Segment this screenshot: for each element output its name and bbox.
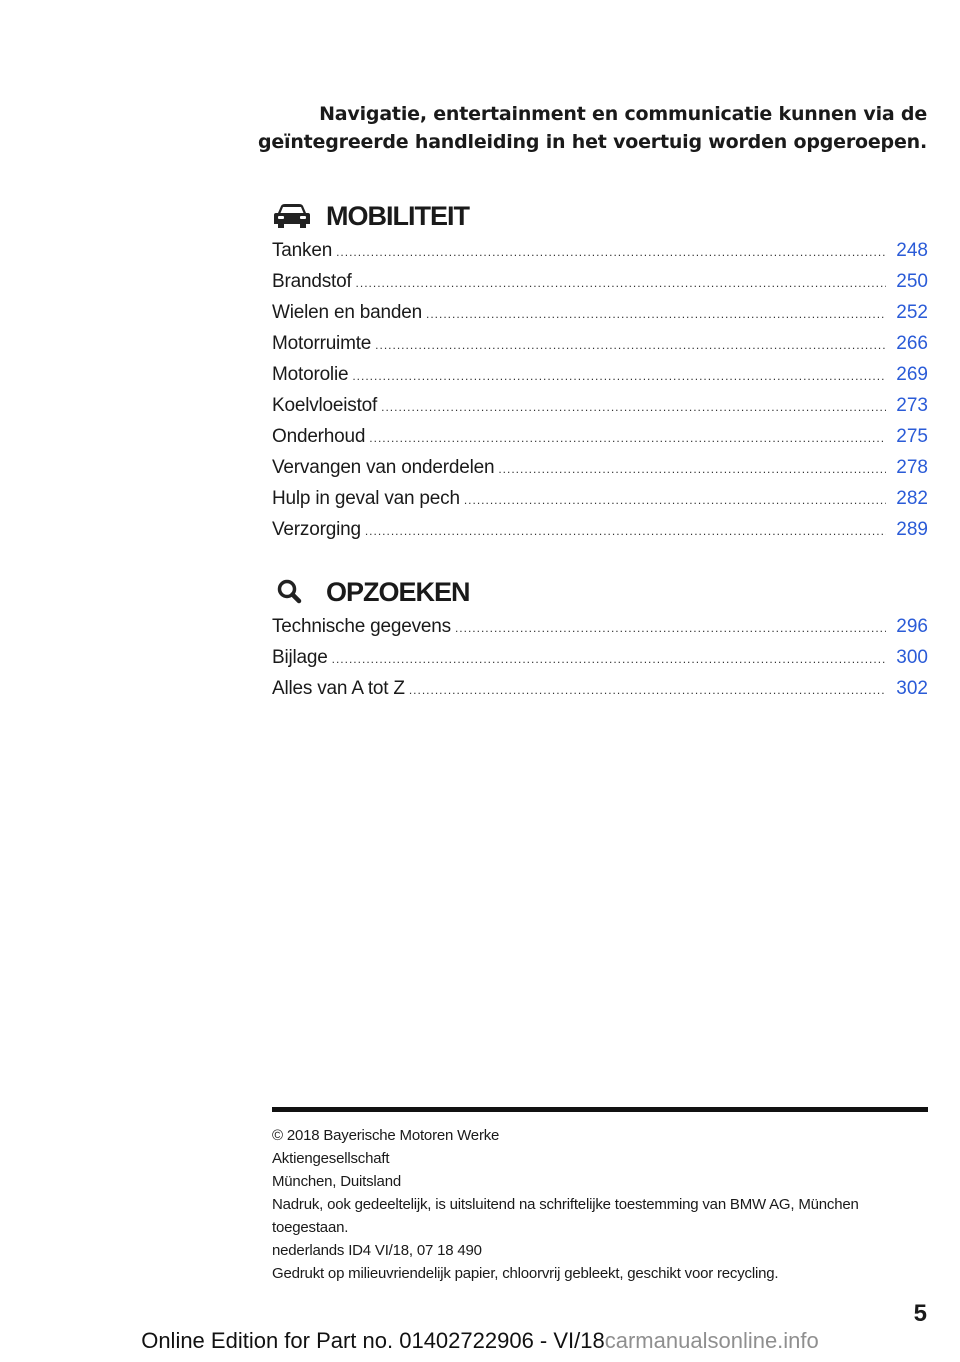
toc-label: Motorolie xyxy=(272,364,349,385)
toc-entry-technische-gegevens[interactable] xyxy=(272,616,928,647)
toc-page-link[interactable]: 250 xyxy=(896,271,928,292)
toc-entry-vervangen-van-onderdelen[interactable] xyxy=(272,457,928,488)
toc-page-link[interactable]: 252 xyxy=(896,302,928,323)
toc-entry-brandstof[interactable] xyxy=(272,271,928,302)
imprint-divider xyxy=(272,1107,928,1112)
manual-notice xyxy=(227,100,927,156)
leader-dots xyxy=(332,652,886,666)
toc-page-link[interactable]: 266 xyxy=(896,333,928,354)
toc-entry-wielen-en-banden[interactable] xyxy=(272,302,928,333)
section-title: OPZOEKEN xyxy=(326,576,470,607)
toc-label: Verzorging xyxy=(272,519,361,540)
footer-watermark: carmanualsonline.info xyxy=(604,1328,819,1353)
toc-label: Bijlage xyxy=(272,647,328,668)
leader-dots xyxy=(375,338,886,352)
toc-page-link[interactable]: 269 xyxy=(896,364,928,385)
leader-dots xyxy=(365,524,886,538)
toc-list-mobiliteit xyxy=(272,240,928,550)
online-edition-footer xyxy=(0,1328,960,1354)
section-heading-mobiliteit xyxy=(272,196,928,236)
leader-dots xyxy=(356,276,886,290)
toc-label: Motorruimte xyxy=(272,333,372,354)
imprint-copyright: © 2018 Bayerische Motoren Werke xyxy=(272,1127,500,1144)
toc-label: Alles van A tot Z xyxy=(272,678,405,699)
toc-page-link[interactable]: 278 xyxy=(896,457,928,478)
toc-entry-motorruimte[interactable] xyxy=(272,333,928,364)
car-icon xyxy=(272,196,316,236)
leader-dots xyxy=(409,683,886,697)
toc-label: Tanken xyxy=(272,240,333,261)
toc-label: Vervangen van onderdelen xyxy=(272,457,495,478)
leader-dots xyxy=(352,369,886,383)
section-heading-opzoeken xyxy=(272,572,928,612)
notice-line-1: Navigatie, entertainment en communicatie kunnen via de xyxy=(319,103,927,125)
toc-label: Koelvloeistof xyxy=(272,395,378,416)
toc-entry-bijlage[interactable] xyxy=(272,647,928,678)
toc-page-link[interactable]: 248 xyxy=(896,240,928,261)
page-number: 5 xyxy=(913,1300,927,1327)
leader-dots xyxy=(336,245,886,259)
toc-entry-tanken[interactable] xyxy=(272,240,928,271)
magnifier-icon xyxy=(272,572,316,612)
notice-line-2: geïntegreerde handleiding in het voertuig worden opgeroepen. xyxy=(257,131,927,153)
toc-label: Onderhoud xyxy=(272,426,366,447)
toc-label: Technische gegevens xyxy=(272,616,451,637)
toc-entry-onderhoud[interactable] xyxy=(272,426,928,457)
imprint-reprint-notice: Nadruk, ook gedeeltelijk, is uitsluitend na schriftelijke toestemming van BMW AG, München toegestaan. xyxy=(272,1196,859,1236)
toc-label: Wielen en banden xyxy=(272,302,422,323)
toc-entry-hulp-in-geval-van-pech[interactable] xyxy=(272,488,928,519)
leader-dots xyxy=(426,307,886,321)
footer-part-number: Online Edition for Part no. 01402722906 - VI/18 xyxy=(141,1328,605,1353)
leader-dots xyxy=(369,431,886,445)
toc-label: Hulp in geval van pech xyxy=(272,488,460,509)
imprint-edition: nederlands ID4 VI/18, 07 18 490 xyxy=(272,1242,482,1259)
toc-entry-motorolie[interactable] xyxy=(272,364,928,395)
leader-dots xyxy=(381,400,886,414)
toc-page-link[interactable]: 296 xyxy=(896,616,928,637)
toc-page-link[interactable]: 282 xyxy=(896,488,928,509)
section-title: MOBILITEIT xyxy=(326,200,469,231)
toc-page-link[interactable]: 302 xyxy=(896,678,928,699)
imprint-block xyxy=(272,1124,922,1285)
toc-entry-verzorging[interactable] xyxy=(272,519,928,550)
toc-page-link[interactable]: 300 xyxy=(896,647,928,668)
toc-list-opzoeken xyxy=(272,616,928,709)
toc-page-link[interactable]: 273 xyxy=(896,395,928,416)
imprint-paper-notice: Gedrukt op milieuvriendelijk papier, chloorvrij gebleekt, geschikt voor recycling. xyxy=(272,1265,779,1282)
toc-entry-koelvloeistof[interactable] xyxy=(272,395,928,426)
leader-dots xyxy=(498,462,886,476)
leader-dots xyxy=(464,493,886,507)
toc-page-link[interactable]: 289 xyxy=(896,519,928,540)
toc-entry-alles-van-a-tot-z[interactable] xyxy=(272,678,928,709)
toc-page-link[interactable]: 275 xyxy=(896,426,928,447)
toc-label: Brandstof xyxy=(272,271,352,292)
imprint-location: München, Duitsland xyxy=(272,1173,401,1190)
imprint-company: Aktiengesellschaft xyxy=(272,1150,390,1167)
leader-dots xyxy=(455,621,886,635)
